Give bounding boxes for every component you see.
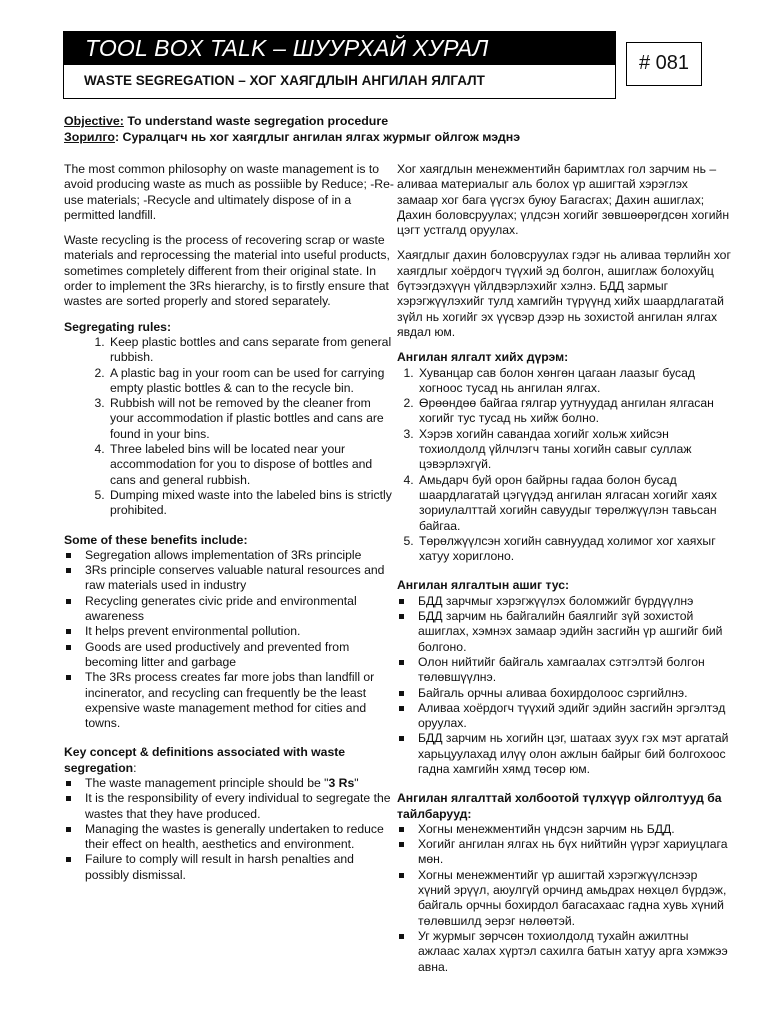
key-concepts-heading <box>64 745 394 776</box>
objective-block <box>64 114 724 146</box>
rule-item: 1. Keep plastic bottles and cans separate from general rubbish. <box>108 335 394 366</box>
benefit-item: Recycling generates civic pride and environmental awareness <box>64 594 394 625</box>
subtitle-box <box>63 65 616 99</box>
mn-rule-item: 2. Өрөөндөө байгаа гялгар уутнуудад ангилан ялгасан хогийг тус тусад нь хийж болно. <box>417 396 732 427</box>
key-concepts-heading-text: Key concept & definitions associated with waste segregation <box>64 745 346 775</box>
rule-item: 3. Rubbish will not be removed by the cleaner from your accommodation if plastic bottles and cans are found in your bins. <box>108 396 394 442</box>
mn-benefit-item: Байгаль орчны аливаа бохирдолоос сэргийлнэ. <box>397 686 732 701</box>
mongolian-column <box>397 162 732 989</box>
mn-rule-item: 5. Төрөлжүүлсэн хогийн савнуудад холимог хог хаяхыг хатуу хориглоно. <box>417 534 732 565</box>
mn-rule-item: 4. Амьдарч буй орон байрны гадаа болон бусад шаардлагатай цэгүүдэд ангилан ялгасан хогийг хаях зориулалттай хогийн савуудыг төрөлжүүлэн тавьсан байгаа. <box>417 473 732 534</box>
mn-benefit-item: БДД зарчим нь байгалийн баялгийг зүй зохистой ашиглах, хэмнэх замаар эдийн засгийн үр ашгийг бий болгоно. <box>397 609 732 655</box>
mn-key-concept-item: Хогны менежментийг үр ашигтай хэрэгжүүлснээр хүний эрүүл, аюулгүй орчинд амьдрах нөхцөл бүрдэж, байгаль орчны бохирдол багасахаас гадна хувь хүний төлөвшилд эерэг нөлөөтэй. <box>397 868 732 929</box>
objective-mn-text: : Суралцагч нь хог хаягдлыг ангилан ялгах журмыг ойлгож мэднэ <box>114 130 521 144</box>
mn-rules-heading: Ангилан ялгалт хийх дүрэм: <box>397 350 569 365</box>
key-concept-item: Failure to comply will result in harsh penalties and possibly dismissal. <box>64 852 394 883</box>
mn-benefits-heading: Ангилан ялгалтын ашиг тус: <box>397 578 570 593</box>
english-column <box>64 162 394 897</box>
rule-item: 4. Three labeled bins will be located near your accommodation for you to dispose of bottles and cans and general rubbish. <box>108 442 394 488</box>
benefit-item: 3Rs principle conserves valuable natural resources and raw materials used in industry <box>64 563 394 594</box>
objective-en-text: To understand waste segregation procedure <box>127 114 389 128</box>
segregating-rules-list <box>64 335 394 519</box>
benefits-list <box>64 548 394 732</box>
key-concept-item: It is the responsibility of every individual to segregate the wastes that they have produced. <box>64 791 394 822</box>
key-concept-suffix: " <box>354 775 359 790</box>
key-concept-prefix: The waste management principle should be " <box>85 775 329 790</box>
mn-benefit-item: Аливаа хоёрдогч түүхий эдийг эдийн засгийн эргэлтэд оруулах. <box>397 701 732 732</box>
benefit-item: It helps prevent environmental pollution. <box>64 624 394 639</box>
mn-benefit-item: БДД зарчим нь хогийн цэг, шатаах зуух гэх мэт аргатай харьцуулахад илүү олон ажлын байрыг бий болгохоос гадна хамгийн хямд төсөр юм. <box>397 731 732 777</box>
key-concept-item: Managing the wastes is generally undertaken to reduce their effect on health, aesthetics and environment. <box>64 822 394 853</box>
mn-benefit-item: БДД зарчмыг хэрэгжүүлэх боломжийг бүрдүүлнэ <box>397 594 732 609</box>
key-concept-bold: 3 Rs <box>328 775 355 790</box>
benefit-item: Goods are used productively and prevented from becoming litter and garbage <box>64 640 394 671</box>
objective-en-label: Objective: <box>64 114 124 128</box>
key-concepts-list <box>64 776 394 883</box>
key-concept-item <box>64 776 394 791</box>
objective-en <box>64 114 724 130</box>
title-bar <box>63 31 616 65</box>
objective-mn-label: Зорилго <box>64 130 115 144</box>
segregating-rules-heading: Segregating rules: <box>64 319 172 334</box>
mn-key-concepts-list <box>397 822 732 975</box>
rule-item: 5. Dumping mixed waste into the labeled bins is strictly prohibited. <box>108 488 394 519</box>
intro-paragraph-2: Waste recycling is the process of recovering scrap or waste materials and reprocessing the material into useful products, sometimes completely different from their original state. In order to implement the 3Rs hierarchy, is to firstly ensure that wastes are sorted properly and stored separately. <box>64 233 390 309</box>
mn-paragraph-2: Хаягдлыг дахин боловсруулах гэдэг нь аливаа төрлийн хог хаягдлыг хоёрдогч түүхий эд болгон, ашиглаж болохуйц бүтээгдэхүүн үйлдвэрлэхийг хэлнэ. БДД зармыг хэрэгжүүлэхийг тулд хамгийн түрүүнд хийх шаардлагатай зүйл нь хогийг эх үүсвэр дээр нь зохистой ангилан ялгах явдал юм. <box>397 248 731 339</box>
document-number: # 081 <box>626 42 702 86</box>
mn-key-concept-item: Хогны менежментийн үндсэн зарчим нь БДД. <box>397 822 732 837</box>
rule-item: 2. A plastic bag in your room can be used for carrying empty plastic bottles & can to the recycle bin. <box>108 366 394 397</box>
intro-paragraph-1: The most common philosophy on waste management is to avoid producing waste as much as possiible by Reduce; -Re-use materials; -Recycle and ultimately dispose of in a permitted landfill. <box>64 162 394 222</box>
benefit-item: Segregation allows implementation of 3Rs principle <box>64 548 394 563</box>
mn-rule-item: 3. Хэрэв хогийн савандаа хогийг хольж хийсэн тохиолдолд үйлчлэгч таны хогийн савыг суллаж цэвэрлэхгүй. <box>417 427 732 473</box>
mn-benefits-list <box>397 594 732 778</box>
mn-key-concept-item: Хогийг ангилан ялгах нь бүх нийтийн үүрэг хариуцлага мөн. <box>397 837 732 868</box>
benefit-item: The 3Rs process creates far more jobs than landfill or incinerator, and recycling can frequently be the least expensive waste management method for cities and towns. <box>64 670 394 731</box>
mn-benefit-item: Олон нийтийг байгаль хамгаалах сэтгэлтэй болгон төлөвшүүлнэ. <box>397 655 732 686</box>
benefits-heading: Some of these benefits include: <box>64 532 248 547</box>
objective-mn <box>64 130 724 146</box>
mn-key-concept-item: Уг журмыг зөрчсөн тохиолдолд тухайн ажилтны ажлаас халах хүртэл сахилга батын хатуу арга хэмжээ авна. <box>397 929 732 975</box>
mn-paragraph-1: Хог хаягдлын менежментийн баримтлах гол зарчим нь –аливаа материалыг аль болох үр ашигтай хэрэглэх замаар хог бага үүсгэх буюу Багасгах; Дахин ашиглах; Дахин боловсруулах; үлдсэн хогийг зөвшөөрөгдсөн хогийн цэгт устгалд оруулах. <box>397 162 730 238</box>
document-title: TOOL BOX TALK – ШУУРХАЙ ХУРАЛ <box>85 35 489 61</box>
key-concepts-heading-suffix: : <box>133 760 137 775</box>
mn-rule-item: 1. Хуванцар сав болон хөнгөн цагаан лаазыг бусад хогноос тусад нь ангилан ялгах. <box>417 366 732 397</box>
mn-rules-list <box>397 366 732 565</box>
mn-key-concepts-heading: Ангилан ялгалттай холбоотой түлхүүр ойлголтууд ба тайлбарууд: <box>397 791 722 821</box>
document-subtitle: WASTE SEGREGATION – ХОГ ХАЯГДЛЫН АНГИЛАН ЯЛГАЛТ <box>84 73 485 88</box>
